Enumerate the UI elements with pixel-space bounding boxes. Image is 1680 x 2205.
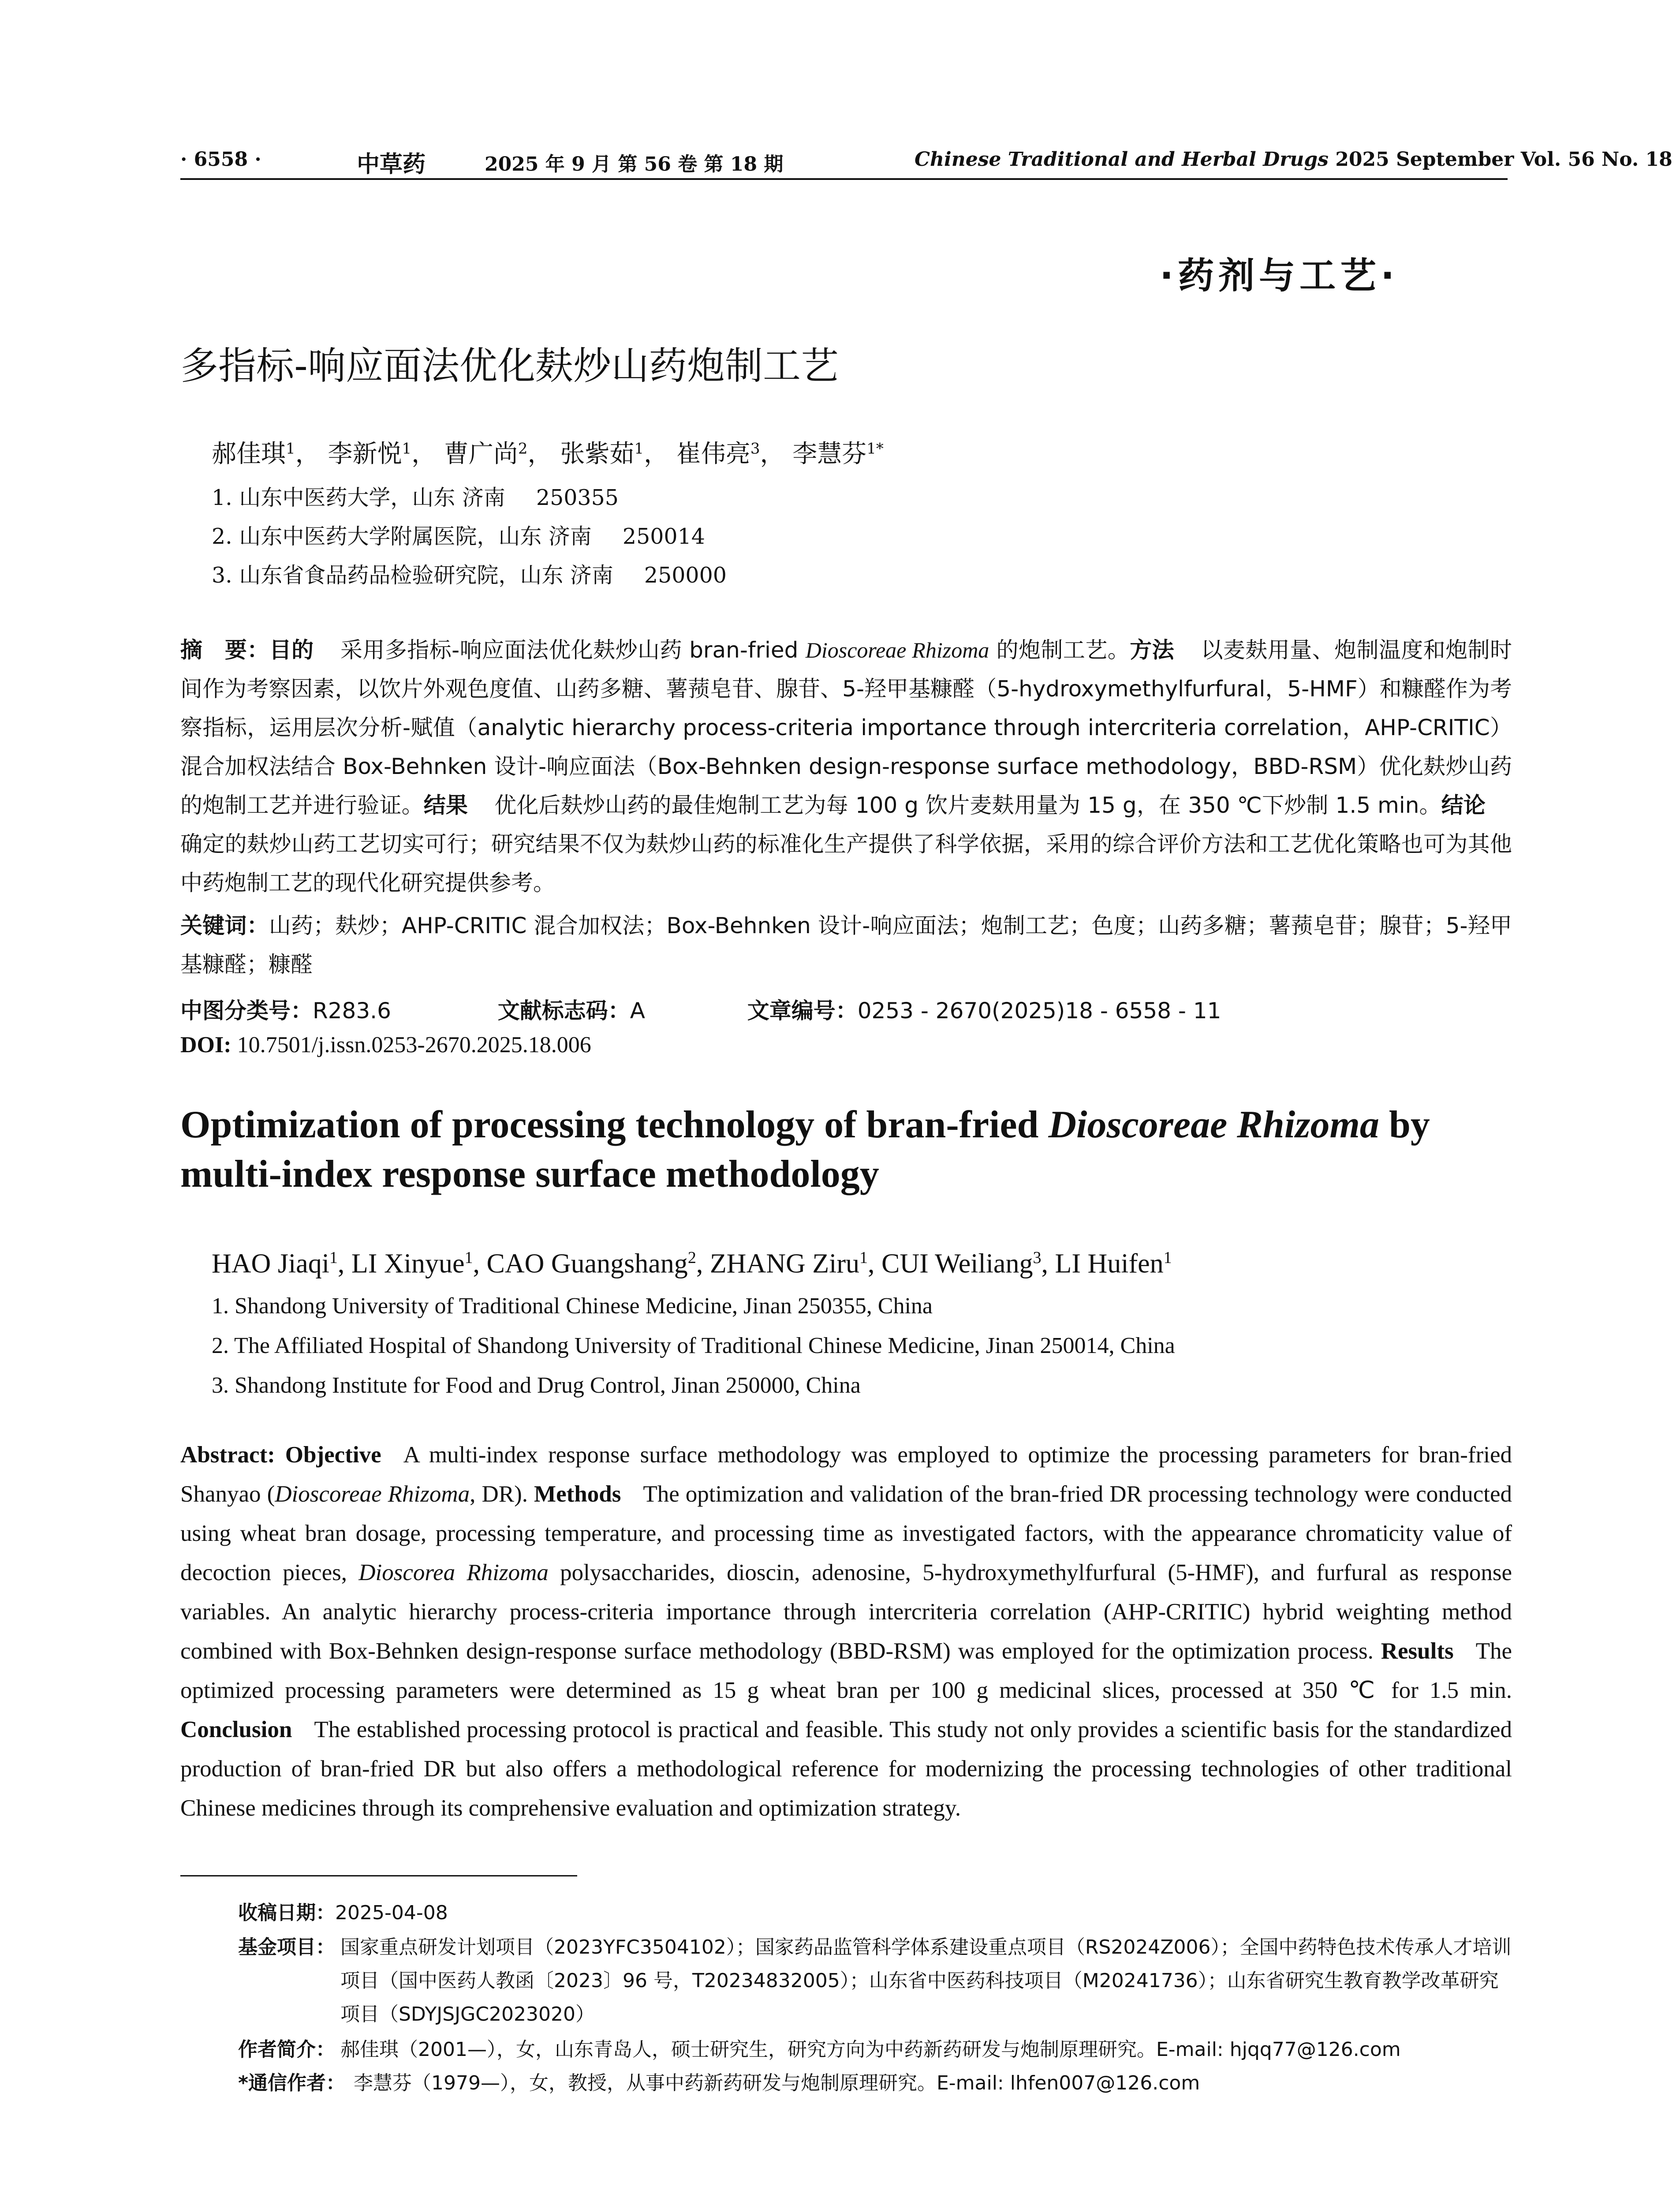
cn-abstract: 摘 要：目的 采用多指标-响应面法优化麸炒山药 bran-fried Dioscoreae Rhizoma 的炮制工艺。方法 以麦麸用量、炮制温度和炮制时间作为考察因素，以饮片外观色度值、山药多糖、薯蓣皂苷、腺苷、5-羟甲基糠醛（5-hydroxymethylfurfural，5-HMF）和糠醛作为考察指标，运用层次分析-赋值（analytic hierarchy process-criteria importance through intercriteria correlation，AHP-CRITIC）混合加权法结合 Box-Behnken 设计-响应面法（Box-Behnken design-response surface methodology，BBD-RSM）优化麸炒山药的炮制工艺并进行验证。结果 优化后麸炒山药的最佳炮制工艺为每 100 g 饮片麦麸用量为 15 g，在 350 ℃下炒制 1.5 min。结论确定的麸炒山药工艺切实可行；研究结果不仅为麸炒山药的标准化生产提供了科学依据，采用的综合评价方法和工艺优化策略也可为其他中药炮制工艺的现代化研究提供参考。	[180, 637, 1512, 896]
cn-author: 崔伟亮	[676, 440, 750, 468]
cn-affiliation: 2. 山东中医药大学附属医院，山东 济南 250014	[212, 524, 705, 549]
page-number: · 6558 ·	[180, 148, 261, 171]
running-header	[180, 142, 1673, 178]
cn-authors: 郝佳琪$^1$， 李新悦$^1$， 曹广尚$^2$， 张紫茹$^1$， 崔伟亮$^3$， 李慧芬$^{1*}$	[212, 440, 884, 468]
journal-name-en: Chinese Traditional and Herbal Drugs 2025 September Vol. 56 No. 18	[915, 148, 1673, 171]
cn-author: 李慧芬	[792, 440, 867, 468]
keywords: 关键词：山药；麸炒；AHP-CRITIC 混合加权法；Box-Behnken 设计-响应面法；炮制工艺；色度；山药多糖；薯蓣皂苷；腺苷；5-羟甲基糠醛；糠醛	[180, 913, 1512, 977]
section-tag: ·药剂与工艺·	[1160, 255, 1399, 297]
cn-affiliation: 3. 山东省食品药品检验研究院，山东 济南 250000	[212, 563, 727, 588]
cn-title: 多指标-响应面法优化麸炒山药炮制工艺	[180, 344, 839, 388]
fund-info: 基金项目： 国家重点研发计划项目（2023YFC3504102）；国家药品监管科学体系建设重点项目（RS2024Z006）；全国中药特色技术传承人才培训项目（国中医药人教函〔2023〕96 号，T20234832005）；山东省中医药科技项目（M202417​36）；山东省研究生教育教学改革研究项目（SDYJSJGC2023020）	[238, 1936, 1512, 2026]
corresponding-author: *通信作者： 李慧芬（1979—），女，教授，从事中药新药研发与炮制原理研究。E-mail: lhfen007@126.com	[238, 2072, 1200, 2094]
cn-author: 郝佳琪	[212, 440, 286, 468]
issue-en: 2025 September Vol. 56 No. 18	[1328, 148, 1673, 171]
cn-abstract-label: 摘 要：	[180, 637, 269, 663]
author-bio: 作者简介： 郝佳琪（2001—），女，山东青岛人，硕士研究生，研究方向为中药新药研发与炮制原理研究。E-mail: hjqq77@126.com	[238, 2038, 1401, 2061]
header-divider	[180, 178, 1508, 180]
en-title: Optimization of processing technology of bran-fried Dioscoreae Rhizoma by multi-index response surface methodology	[180, 1103, 1430, 1196]
doi-line: DOI: 10.7501/j.issn.0253-2670.2025.18.006	[180, 1032, 591, 1058]
received-date: 收稿日期：2025-04-08	[238, 1902, 448, 1924]
en-affiliation: 2. The Affiliated Hospital of Shandong University of Traditional Chinese Medicine, Jinan 250014, China	[212, 1333, 1175, 1358]
cn-author: 张紫茹	[560, 440, 635, 468]
en-abstract: Abstract: Objective A multi-index response surface methodology was employed to optimize the processing parameters for bran-fried Shanyao (Dioscoreae Rhizoma, DR). Methods The optimization and validation of the bran-fried DR processing technology were conducted using wheat bran dosage, processing temperature, and processing time as investigated factors, with the appearance chromaticity value of decoction pieces, Dioscorea Rhizoma polysaccharides, dioscin, adenosine, 5-hydroxymethylfurfural (5-HMF), and furfural as response variables. An analytic hierarchy process-criteria importance through intercriteria correlation (AHP-CRITIC) hybrid weighting method combined with Box-Behnken design-response surface methodology (BBD-RSM) was employed for the optimization process. Results The optimized processing parameters were determined as 15 g wheat bran per 100 g medicinal slices, processed at 350 ℃ for 1.5 min. Conclusion The established processing protocol is practical and feasible. This study not only provides a scientific basis for the standardized production of bran-fried DR but also offers a methodological reference for modernizing the processing technologies of other traditional Chinese medicines through its comprehensive evaluation and optimization strategy.	[180, 1442, 1512, 1821]
classification-line: 中图分类号：R283.6 文献标志码：A 文章编号：0253 - 2670(2025)18 - 6558 - 11	[180, 998, 1221, 1024]
en-affiliation: 1. Shandong University of Traditional Chinese Medicine, Jinan 250355, China	[212, 1293, 933, 1319]
issue-cn: 2025 年 9 月 第 56 卷 第 18 期	[485, 153, 784, 176]
cn-author: 曹广尚	[444, 440, 518, 468]
en-authors: HAO Jiaqi$^1$, LI Xinyue$^1$, CAO Guangshang$^2$, ZHANG Ziru$^1$, CUI Weiliang$^3$, LI Huifen$^1$	[212, 1248, 1172, 1279]
journal-name-cn: 中草药	[357, 151, 426, 178]
footnote-divider	[180, 1875, 577, 1876]
doi-link[interactable]: 10.7501/j.issn.0253-2670.2025.18.006	[237, 1032, 591, 1058]
cn-affiliation: 1. 山东中医药大学，山东 济南 250355	[212, 485, 619, 510]
en-affiliation: 3. Shandong Institute for Food and Drug Control, Jinan 250000, China	[212, 1373, 861, 1398]
cn-author: 李新悦	[328, 440, 402, 468]
